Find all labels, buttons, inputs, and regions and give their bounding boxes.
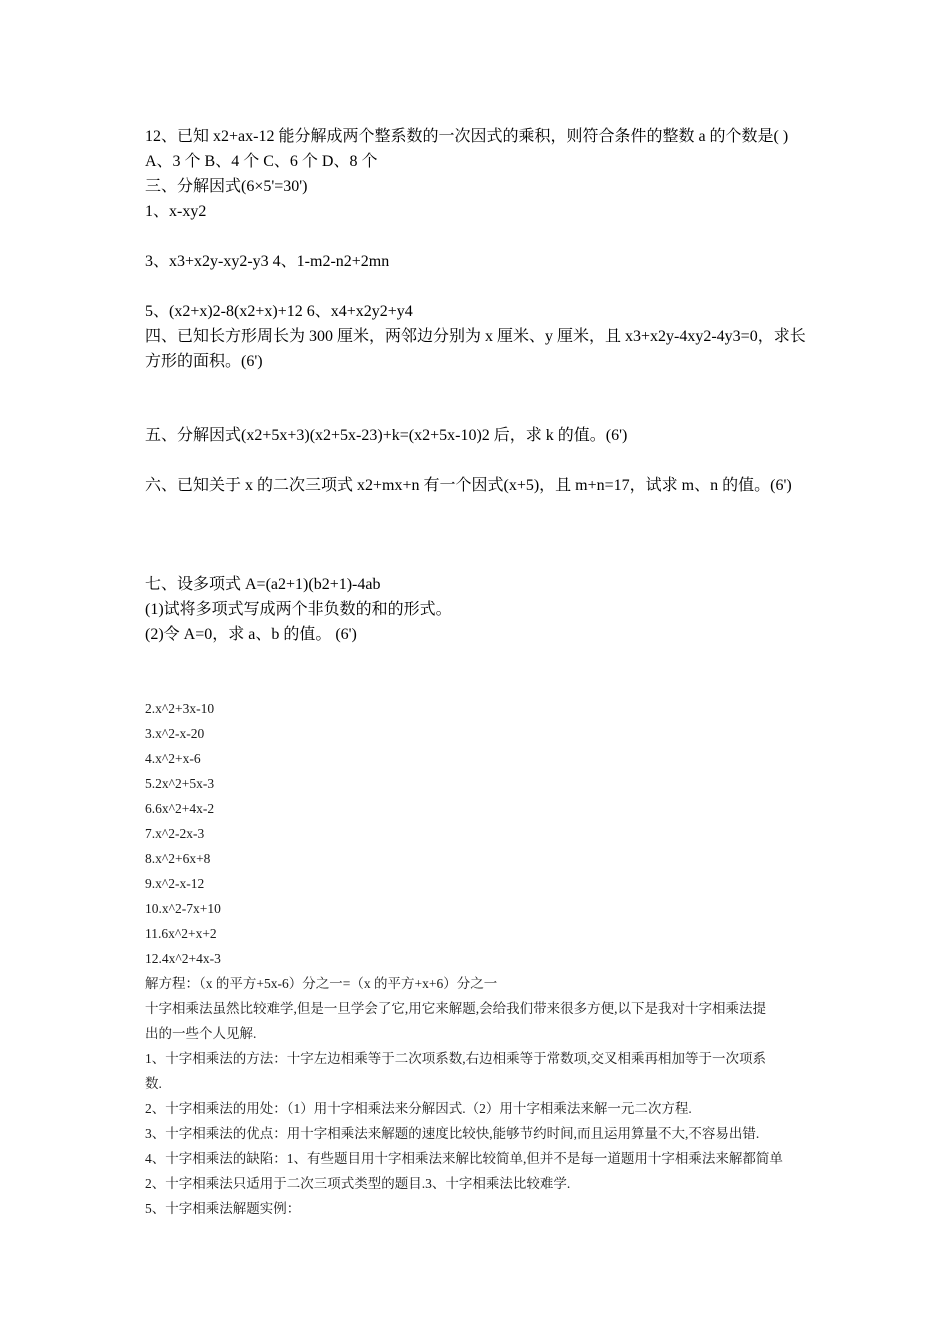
intro-line-2: 出的一些个人见解.: [145, 1026, 257, 1041]
exercise-item: 2.x^2+3x-10: [145, 701, 215, 716]
section-7-part-1: (1)试将多项式写成两个非负数的和的形式。: [145, 601, 452, 618]
exercise-item: 11.6x^2+x+2: [145, 926, 217, 941]
section-4-line-2: 方形的面积。(6'): [145, 353, 263, 370]
advantage-line: 3、十字相乘法的优点：用十字相乘法来解题的速度比较快,能够节约时间,而且运用算量不大,不容易出错.: [145, 1126, 760, 1141]
exercise-item: 6.6x^2+4x-2: [145, 801, 215, 816]
drawback-line-2: 2、十字相乘法只适用于二次三项式类型的题目.3、十字相乘法比较难学.: [145, 1176, 571, 1191]
method-line-1: 1、十字相乘法的方法：十字左边相乘等于二次项系数,右边相乘等于常数项,交叉相乘再相加等于一次项系: [145, 1051, 766, 1066]
question-12: 12、已知 x2+ax-12 能分解成两个整系数的一次因式的乘积，则符合条件的整数 a 的个数是( ): [145, 128, 789, 145]
section-4-line-1: 四、已知长方形周长为 300 厘米，两邻边分别为 x 厘米、y 厘米，且 x3+x2y-4xy2-4y3=0，求长: [145, 328, 806, 345]
exercise-item: 12.4x^2+4x-3: [145, 951, 221, 966]
section-5: 五、分解因式(x2+5x+3)(x2+5x-23)+k=(x2+5x-10)2 后，求 k 的值。(6'): [145, 427, 628, 444]
section-3-item-1: 1、x-xy2: [145, 203, 207, 220]
exercise-item: 9.x^2-x-12: [145, 876, 205, 891]
section-3-items-3-4: 3、x3+x2y-xy2-y3 4、1-m2-n2+2mn: [145, 253, 390, 270]
exercise-item: 7.x^2-2x-3: [145, 826, 205, 841]
exercise-item: 3.x^2-x-20: [145, 726, 205, 741]
exercise-item: 4.x^2+x-6: [145, 751, 201, 766]
section-6: 六、已知关于 x 的二次三项式 x2+mx+n 有一个因式(x+5)，且 m+n=17，试求 m、n 的值。(6'): [145, 477, 792, 494]
equation-problem: 解方程：（x 的平方+5x-6）分之一=（x 的平方+x+6）分之一: [145, 976, 498, 991]
exercise-item: 10.x^2-7x+10: [145, 901, 221, 916]
section-3-title: 三、分解因式(6×5'=30'): [145, 178, 308, 195]
drawback-line-1: 4、十字相乘法的缺陷：1、有些题目用十字相乘法来解比较简单,但并不是每一道题用十字相乘法来解都简单: [145, 1151, 783, 1166]
exercise-item: 8.x^2+6x+8: [145, 851, 211, 866]
intro-line-1: 十字相乘法虽然比较难学,但是一旦学会了它,用它来解题,会给我们带来很多方便,以下是我对十字相乘法提: [145, 1001, 766, 1016]
section-7-part-2: (2)令 A=0，求 a、b 的值。 (6'): [145, 626, 357, 643]
section-3-items-5-6: 5、(x2+x)2-8(x2+x)+12 6、x4+x2y2+y4: [145, 303, 413, 320]
question-12-options: A、3 个 B、4 个 C、6 个 D、8 个: [145, 153, 378, 170]
method-line-2: 数.: [145, 1076, 162, 1091]
section-7-title: 七、设多项式 A=(a2+1)(b2+1)-4ab: [145, 576, 381, 593]
usage-line: 2、十字相乘法的用处：（1）用十字相乘法来分解因式.（2）用十字相乘法来解一元二次方程.: [145, 1101, 692, 1116]
examples-title: 5、十字相乘法解题实例：: [145, 1201, 301, 1216]
exercise-item: 5.2x^2+5x-3: [145, 776, 215, 791]
